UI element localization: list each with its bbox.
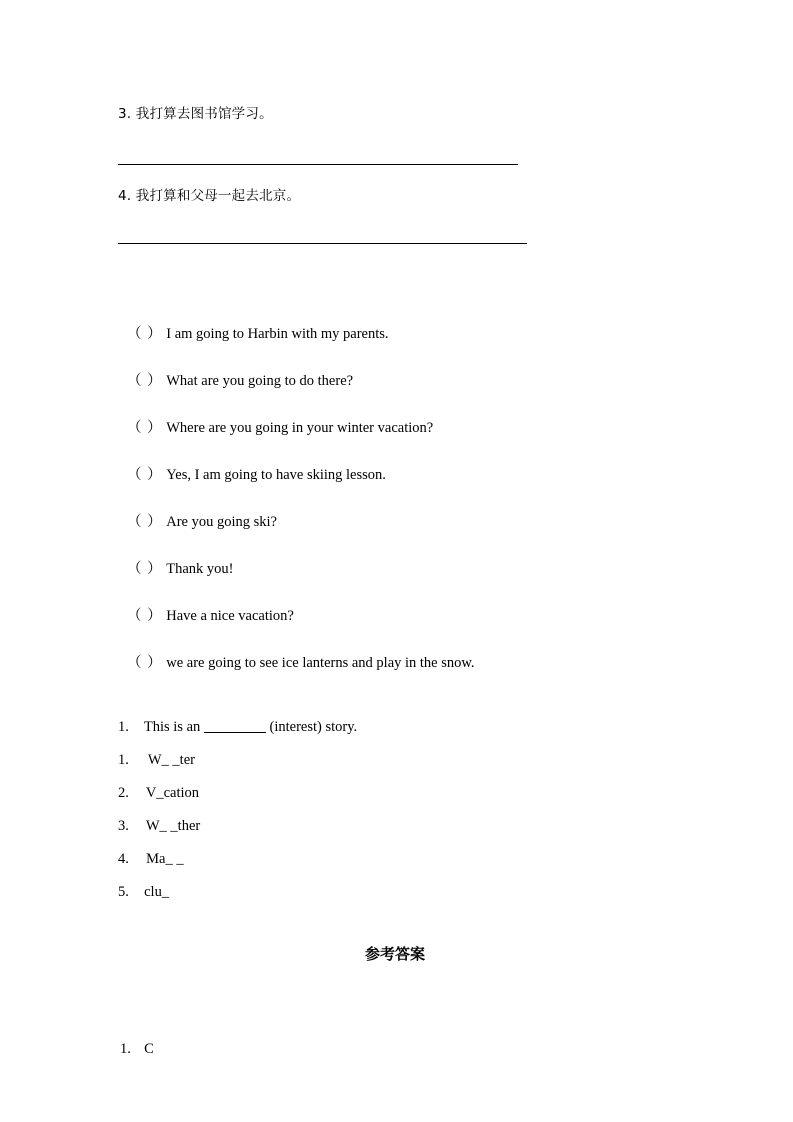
translation-question-3: [118, 102, 678, 122]
item-number: 1.: [118, 752, 129, 768]
word-item-label: V_cation: [145, 785, 200, 801]
answers-heading: 参考答案: [364, 945, 425, 963]
word-item-label: W_ _ter: [147, 752, 195, 768]
list-item[interactable]: [127, 416, 678, 437]
checkbox-paren[interactable]: （ ）: [127, 655, 163, 671]
list-item[interactable]: [127, 463, 678, 484]
list-item-label: I am going to Harbin with my parents.: [166, 326, 389, 342]
list-item-label: What are you going to do there?: [166, 373, 354, 389]
checkbox-paren[interactable]: （ ）: [127, 561, 163, 577]
word-item[interactable]: [118, 785, 678, 802]
item-number: 1.: [120, 1041, 131, 1057]
list-item-label: Where are you going in your winter vacation?: [166, 420, 434, 436]
item-number: 1.: [118, 719, 129, 735]
word-item-label: Ma_ _: [146, 851, 184, 867]
fill-blank[interactable]: [204, 732, 266, 733]
list-item[interactable]: [127, 322, 678, 343]
question-text: 我打算和父母一起去北京。: [135, 188, 301, 204]
word-item-label: W_ _ther: [145, 818, 201, 834]
page-content: [118, 0, 678, 1058]
list-item[interactable]: [127, 369, 678, 390]
list-item[interactable]: [127, 557, 678, 578]
question-number: 3.: [118, 106, 132, 122]
list-item-label: Are you going ski?: [166, 514, 277, 530]
list-item-label: Yes, I am going to have skiing lesson.: [166, 467, 386, 483]
word-item[interactable]: [118, 752, 678, 769]
question-number: 4.: [118, 188, 132, 204]
list-item[interactable]: [127, 510, 678, 531]
checkbox-paren[interactable]: （ ）: [127, 420, 163, 436]
question-text: 我打算去图书馆学习。: [135, 106, 273, 122]
answer-item-label: C: [144, 1041, 154, 1057]
checkbox-paren[interactable]: （ ）: [127, 467, 163, 483]
checkbox-paren[interactable]: （ ）: [127, 326, 163, 342]
item-number: 4.: [118, 851, 129, 867]
sentence-after-blank: (interest) story.: [269, 719, 358, 735]
item-number: 5.: [118, 884, 129, 900]
word-item[interactable]: [118, 818, 678, 835]
list-item-label: Have a nice vacation?: [166, 608, 294, 624]
word-item[interactable]: [118, 851, 678, 868]
list-item-label: Thank you!: [166, 561, 234, 577]
answer-item: [120, 1041, 678, 1058]
word-item-label: clu_: [144, 884, 170, 900]
item-number: 3.: [118, 818, 129, 834]
item-number: 2.: [118, 785, 129, 801]
sentence-before-blank: This is an: [143, 719, 201, 735]
list-item[interactable]: [127, 604, 678, 625]
checkbox-paren[interactable]: （ ）: [127, 514, 163, 530]
checkbox-paren[interactable]: （ ）: [127, 608, 163, 624]
list-item[interactable]: [127, 651, 678, 672]
translation-question-4: [118, 184, 678, 204]
checkbox-paren[interactable]: （ ）: [127, 373, 163, 389]
list-item-label: we are going to see ice lanterns and play in the snow.: [166, 655, 475, 671]
fill-in-sentence: [118, 719, 678, 736]
word-item[interactable]: [118, 884, 678, 901]
